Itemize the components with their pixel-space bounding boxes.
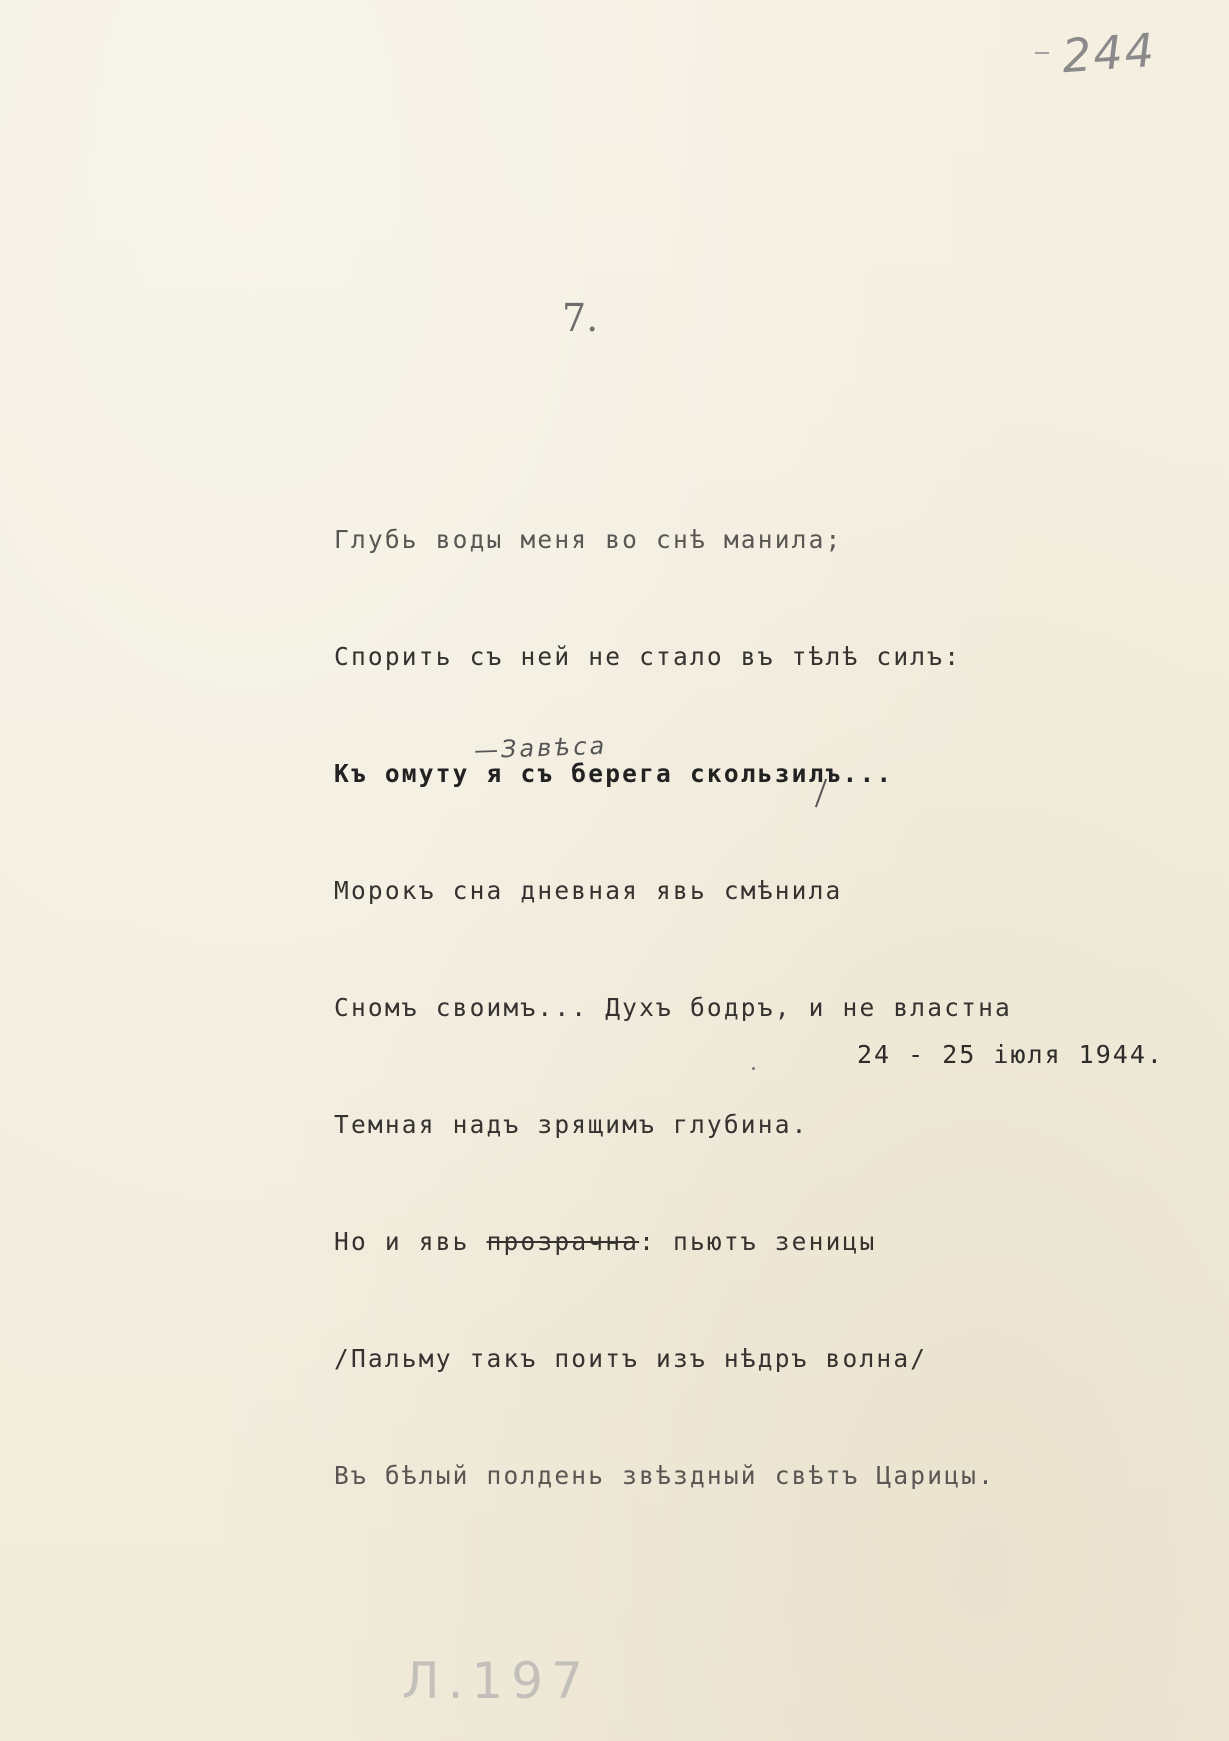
- poem-number: 7.: [562, 296, 599, 340]
- poem-line-5: Сномъ своимъ... Духъ бодръ, и не властна: [334, 993, 1013, 1022]
- poem-line-8: /Пальму такъ поитъ изъ нѣдръ волна/: [334, 1344, 928, 1373]
- pen-dot: [752, 1067, 755, 1070]
- handwritten-correction: —Завѣса: [473, 731, 608, 765]
- folio-number: 244: [1060, 22, 1158, 84]
- date-line: 24 - 25 іюля 1944.: [857, 1040, 1164, 1069]
- poem-line-1: Глубь воды меня во снѣ манила;: [334, 525, 843, 554]
- poem-line-7: [334, 1212, 1012, 1271]
- poem-line-7-end: : пьютъ зеницы: [639, 1227, 877, 1256]
- poem-line-6: Темная надъ зрящимъ глубина.: [334, 1110, 809, 1139]
- poem-line-7-start: Но и явь: [334, 1227, 487, 1256]
- poem-line-3: Къ омуту я съ берега скользилъ...: [334, 759, 894, 788]
- poem-line-4: Морокъ сна дневная явь смѣнила: [334, 876, 843, 905]
- folio-dash: [1035, 52, 1049, 54]
- struck-word: прозрачна: [486, 1227, 640, 1256]
- archive-pencil-mark: Л.197: [402, 1652, 591, 1710]
- poem-line-9: Въ бѣлый полдень звѣздный свѣтъ Царицы.: [334, 1461, 996, 1490]
- poem-line-2: Спорить съ ней не стало въ тѣлѣ силъ:: [334, 642, 962, 671]
- poem-text: [334, 452, 1012, 1563]
